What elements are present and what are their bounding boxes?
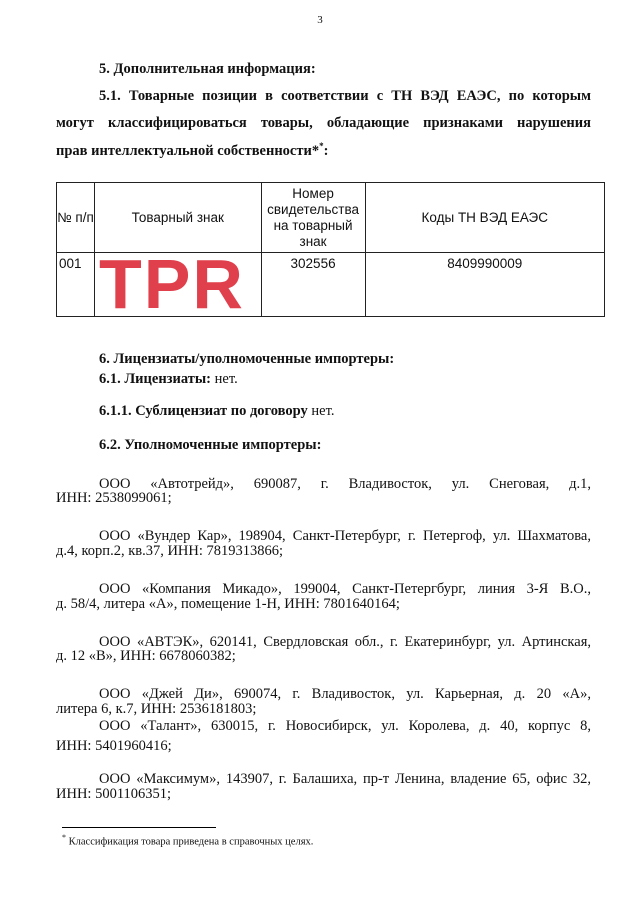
importer-4-line-1: ООО «АВТЭК», 620141, Свердловская обл., г. Екатеринбург, ул. Артинская,	[99, 634, 591, 650]
importer-6-line-2: ИНН: 5401960416;	[56, 738, 172, 754]
importer-7-line-1: ООО «Максимум», 143907, г. Балашиха, пр-т Ленина, владение 65, офис 32,	[99, 771, 591, 787]
table-row	[57, 253, 605, 317]
section-5-1-line-3-text: прав интеллектуальной собственности*	[56, 142, 320, 159]
tpr-logo-text: TPR	[98, 253, 245, 315]
header-num: № п/п	[57, 183, 95, 253]
section-5-1-line-1: 5.1. Товарные позиции в соответствии с ТН ВЭД ЕАЭС, по которым	[99, 88, 591, 104]
importer-4-line-2: д. 12 «В», ИНН: 6678060382;	[56, 648, 236, 664]
row-num: 001	[57, 253, 95, 317]
importer-7-line-2: ИНН: 5001106351;	[56, 786, 172, 802]
header-certificate: Номер свидетельства на товарный знак	[261, 183, 365, 253]
importer-3-line-2: д. 58/4, литера «А», помещение 1-Н, ИНН: 7801640164;	[56, 596, 400, 612]
section-5-1-line-2: могут классифицироваться товары, обладающие признаками нарушения	[56, 115, 591, 131]
footnote-text: Классификация товара приведена в справочных целях.	[66, 836, 314, 848]
section-6-1-1-label: 6.1.1. Сублицензиат по договору	[99, 403, 308, 419]
footnote-ref: *	[319, 141, 324, 151]
section-6-1-1	[99, 398, 334, 424]
footnote	[62, 833, 313, 848]
header-codes: Коды ТН ВЭД ЕАЭС	[365, 183, 604, 253]
table-header-row	[57, 183, 605, 253]
section-5-1-line-3	[56, 141, 328, 160]
importer-6-line-1: ООО «Талант», 630015, г. Новосибирск, ул. Королева, д. 40, корпус 8,	[99, 718, 591, 734]
importer-1-line-2: ИНН: 2538099061;	[56, 490, 172, 506]
footnote-marker: *	[62, 833, 66, 842]
importer-5-line-1: ООО «Джей Ди», 690074, г. Владивосток, ул. Карьерная, д. 20 «А»,	[99, 686, 591, 702]
row-codes: 8409990009	[365, 253, 604, 317]
importer-5-line-2: литера 6, к.7, ИНН: 2536181803;	[56, 701, 257, 717]
footnote-divider	[62, 827, 216, 828]
importer-1-line-1: ООО «Автотрейд», 690087, г. Владивосток, ул. Снеговая, д.1,	[99, 476, 591, 492]
trademark-cell	[94, 253, 261, 317]
section-6-1-label: 6.1. Лицензиаты:	[99, 371, 212, 387]
section-6-title: 6. Лицензиаты/уполномоченные импортеры:	[99, 351, 395, 367]
section-5-title: 5. Дополнительная информация:	[99, 61, 316, 77]
importer-3-line-1: ООО «Компания Микадо», 199004, Санкт-Петергбург, линия 3-Я В.О.,	[99, 581, 591, 597]
section-5-1-colon: :	[323, 142, 329, 159]
section-6-1-1-value: нет.	[307, 403, 335, 419]
section-6-1-value: нет.	[211, 371, 238, 387]
trademark-table	[56, 182, 605, 317]
section-6-2-title: 6.2. Уполномоченные импортеры:	[99, 437, 322, 453]
importer-2-line-1: ООО «Вундер Кар», 198904, Санкт-Петербург, г. Петергоф, ул. Шахматова,	[99, 528, 591, 544]
tpr-logo	[95, 253, 261, 315]
section-6-1	[99, 366, 238, 392]
page-number: 3	[317, 14, 323, 26]
importer-2-line-2: д.4, корп.2, кв.37, ИНН: 7819313866;	[56, 543, 284, 559]
header-trademark: Товарный знак	[94, 183, 261, 253]
row-certificate: 302556	[261, 253, 365, 317]
